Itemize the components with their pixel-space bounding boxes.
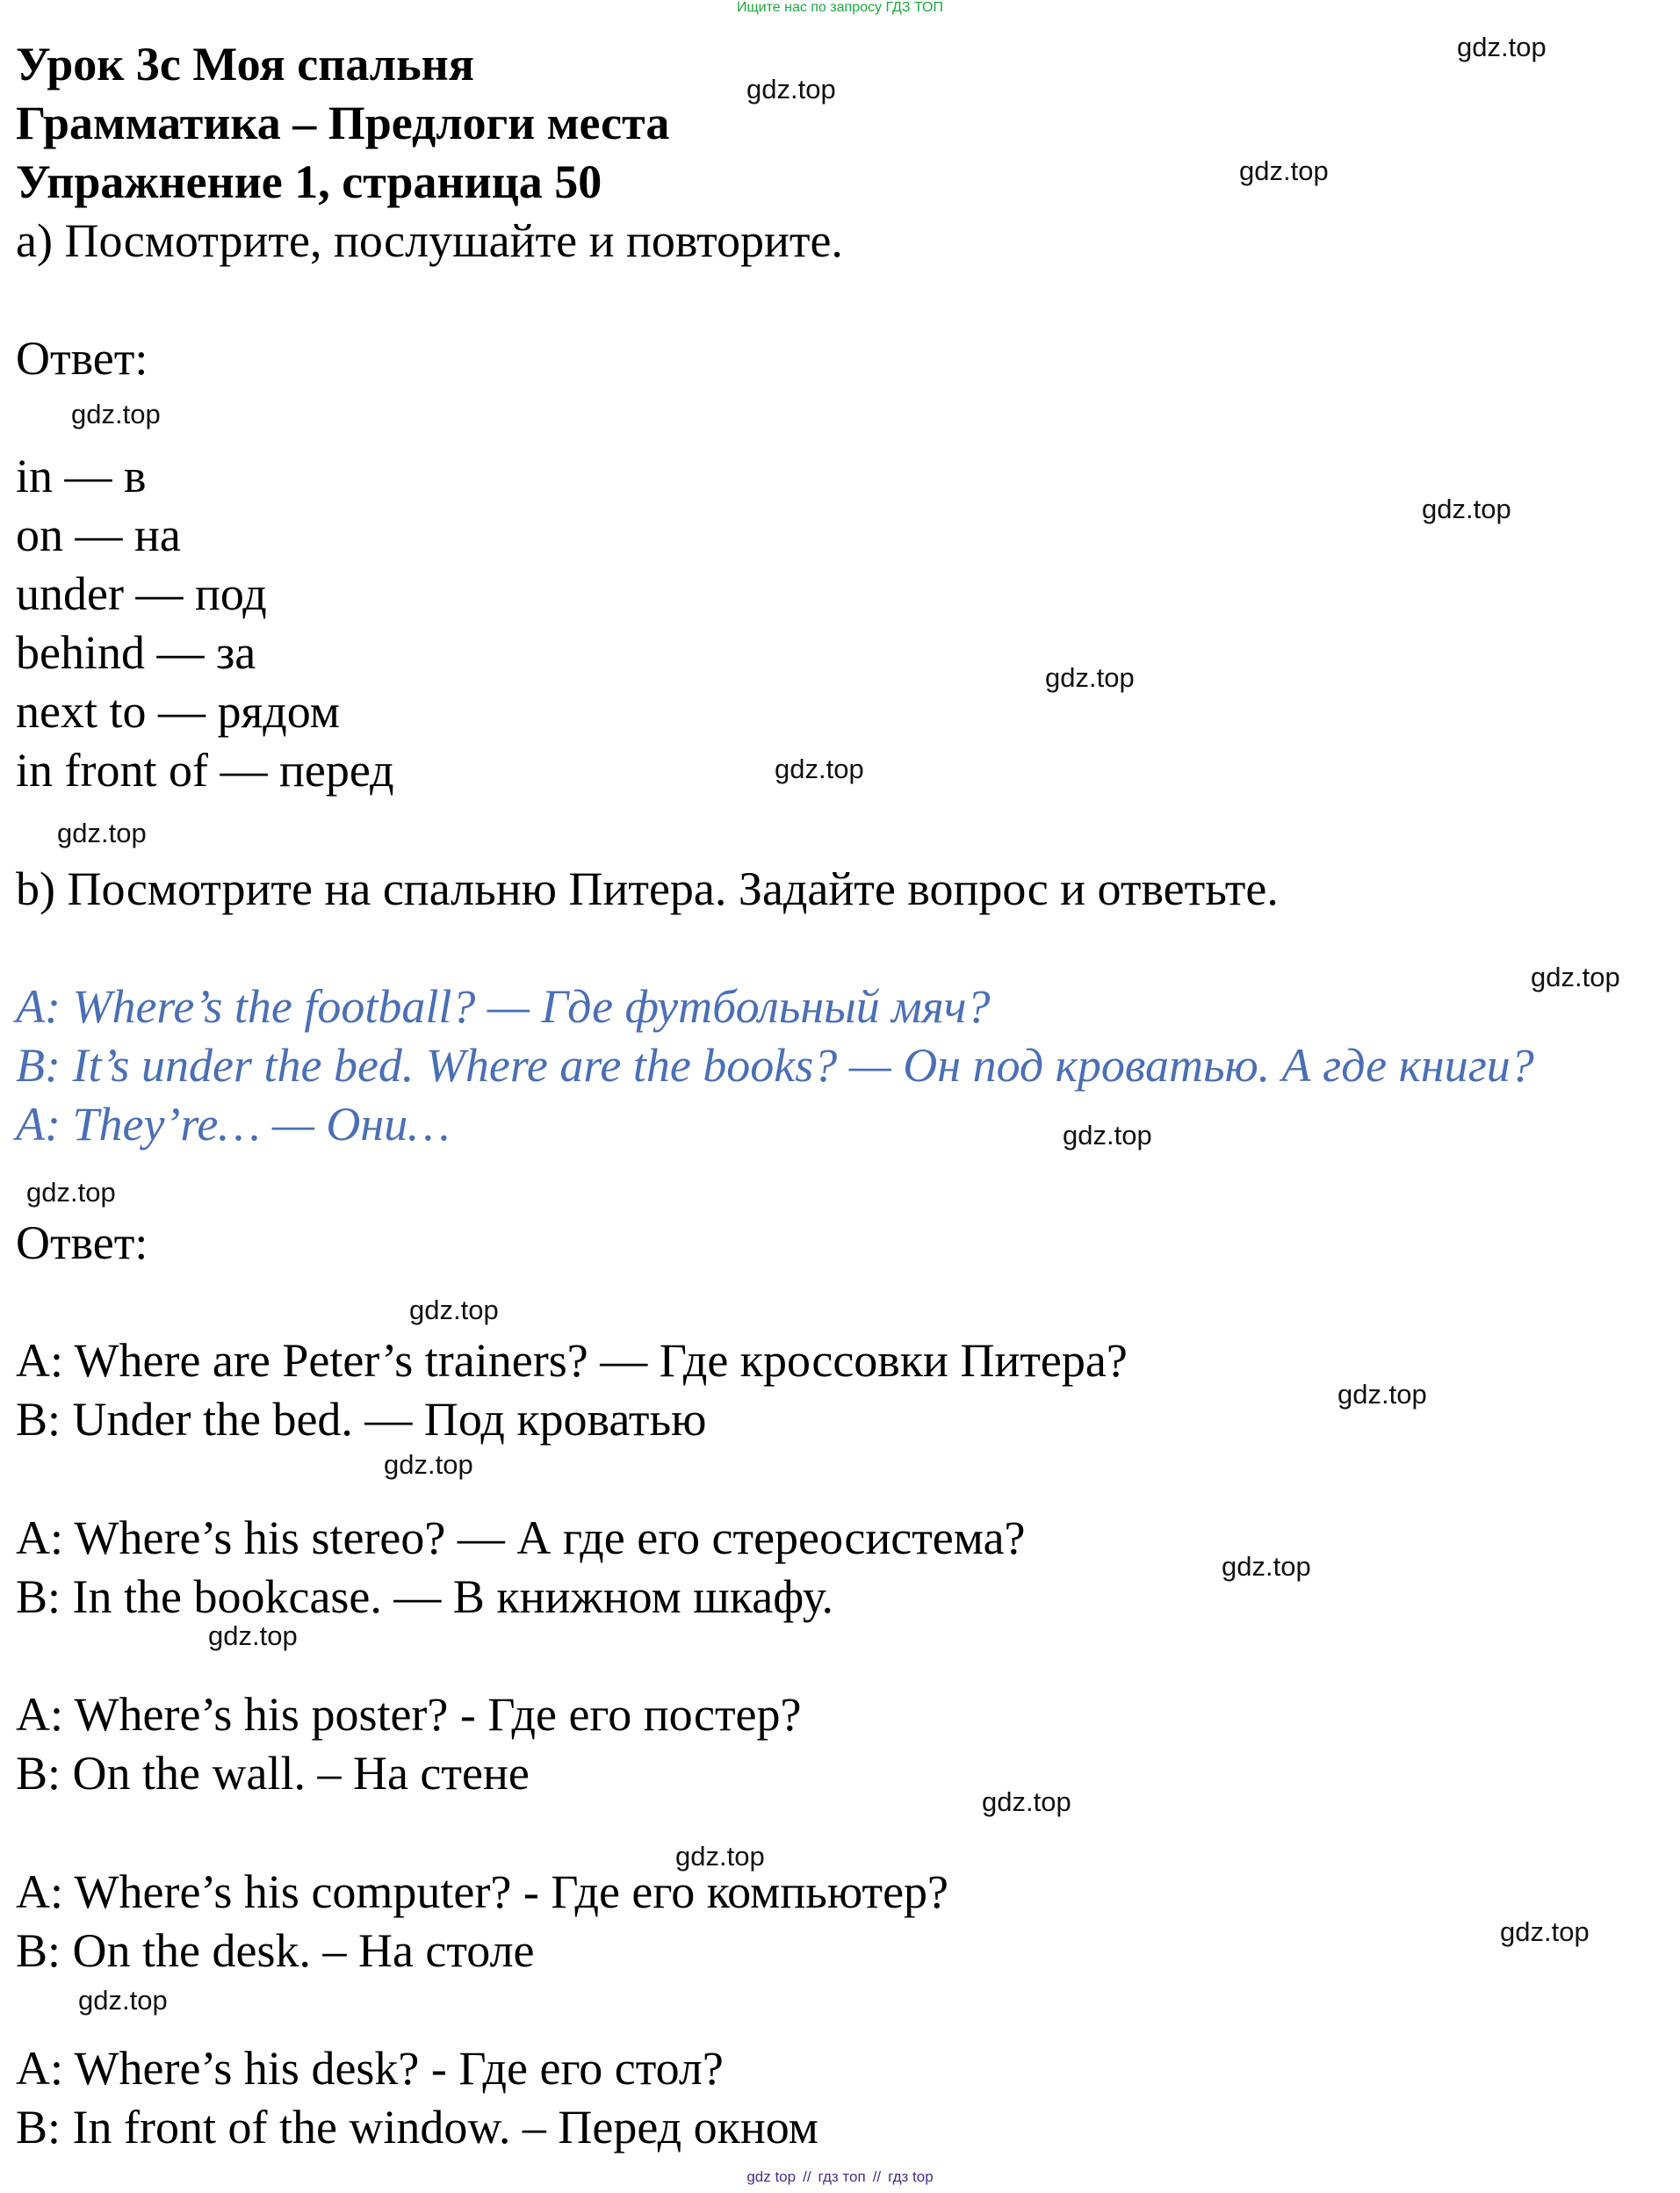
dialogue-answer: B: On the wall. – На стене [16, 1747, 530, 1800]
watermark: gdz.top [1422, 494, 1511, 524]
watermark: gdz.top [1457, 32, 1547, 62]
exercise-title: Упражнение 1, страница 50 [16, 155, 602, 208]
watermark: gdz.top [775, 754, 864, 784]
dialogue-answer: B: On the desk. – На столе [16, 1924, 535, 1977]
example-line: B: It’s under the bed. Where are the books? — Он под кроватью. А где книги? [16, 1039, 1534, 1092]
preposition-item: under — под [16, 567, 267, 620]
watermark: gdz.top [384, 1449, 473, 1480]
dialogue-question: A: Where’s his poster? - Где его постер? [16, 1688, 802, 1741]
example-line: A: Where’s the football? — Где футбольный мяч? [16, 980, 991, 1033]
watermark: gdz.top [1531, 962, 1620, 992]
watermark: gdz.top [1222, 1551, 1311, 1582]
dialogue-answer: B: In front of the window. – Перед окном [16, 2101, 818, 2153]
dialogue-question: A: Where are Peter’s trainers? — Где кроссовки Питера? [16, 1334, 1128, 1387]
lesson-title: Урок 3с Моя спальня [16, 38, 474, 90]
task-b-answer-label: Ответ: [16, 1216, 148, 1269]
preposition-item: in front of — перед [16, 744, 394, 797]
watermark: gdz.top [982, 1786, 1071, 1817]
watermark: gdz.top [746, 74, 836, 105]
example-line: A: They’re… — Они… [16, 1098, 451, 1151]
footer-item: гдз топ [818, 2168, 866, 2185]
footer-separator: // [872, 2168, 882, 2185]
watermark: gdz.top [1045, 662, 1135, 693]
dialogue-answer: B: In the bookcase. — В книжном шкафу. [16, 1570, 833, 1623]
watermark: gdz.top [71, 399, 161, 429]
watermark: gdz.top [78, 1985, 168, 2016]
footer-separator: // [803, 2168, 811, 2185]
watermark: gdz.top [1063, 1120, 1152, 1151]
watermark: gdz.top [675, 1841, 765, 1872]
footer-item: гдз top [888, 2168, 934, 2185]
dialogue-question: A: Where’s his stereo? — А где его стереосистема? [16, 1511, 1026, 1564]
dialogue-question: A: Where’s his desk? - Где его стол? [16, 2042, 724, 2095]
footer-item: gdz top [746, 2168, 797, 2185]
top-banner: Ищите нас по запросу ГДЗ ТОП [737, 0, 943, 15]
task-b-prompt: b) Посмотрите на спальню Питера. Задайте вопрос и ответьте. [16, 862, 1279, 915]
preposition-item: behind — за [16, 626, 256, 679]
watermark: gdz.top [1338, 1379, 1427, 1410]
task-a-prompt: a) Посмотрите, послушайте и повторите. [16, 214, 843, 267]
watermark: gdz.top [57, 818, 147, 848]
task-a-answer-label: Ответ: [16, 332, 148, 385]
preposition-item: on — на [16, 509, 181, 561]
watermark: gdz.top [1239, 155, 1329, 186]
dialogue-question: A: Where’s his computer? - Где его компьютер? [16, 1865, 949, 1918]
watermark: gdz.top [1500, 1916, 1590, 1947]
watermark: gdz.top [409, 1295, 499, 1325]
watermark: gdz.top [26, 1177, 116, 1208]
preposition-item: next to — рядом [16, 685, 340, 738]
preposition-item: in — в [16, 450, 147, 502]
dialogue-answer: B: Under the bed. — Под кроватью [16, 1393, 707, 1446]
watermark: gdz.top [208, 1620, 298, 1651]
grammar-title: Грамматика – Предлоги места [16, 97, 670, 149]
footer [0, 2168, 1680, 2186]
